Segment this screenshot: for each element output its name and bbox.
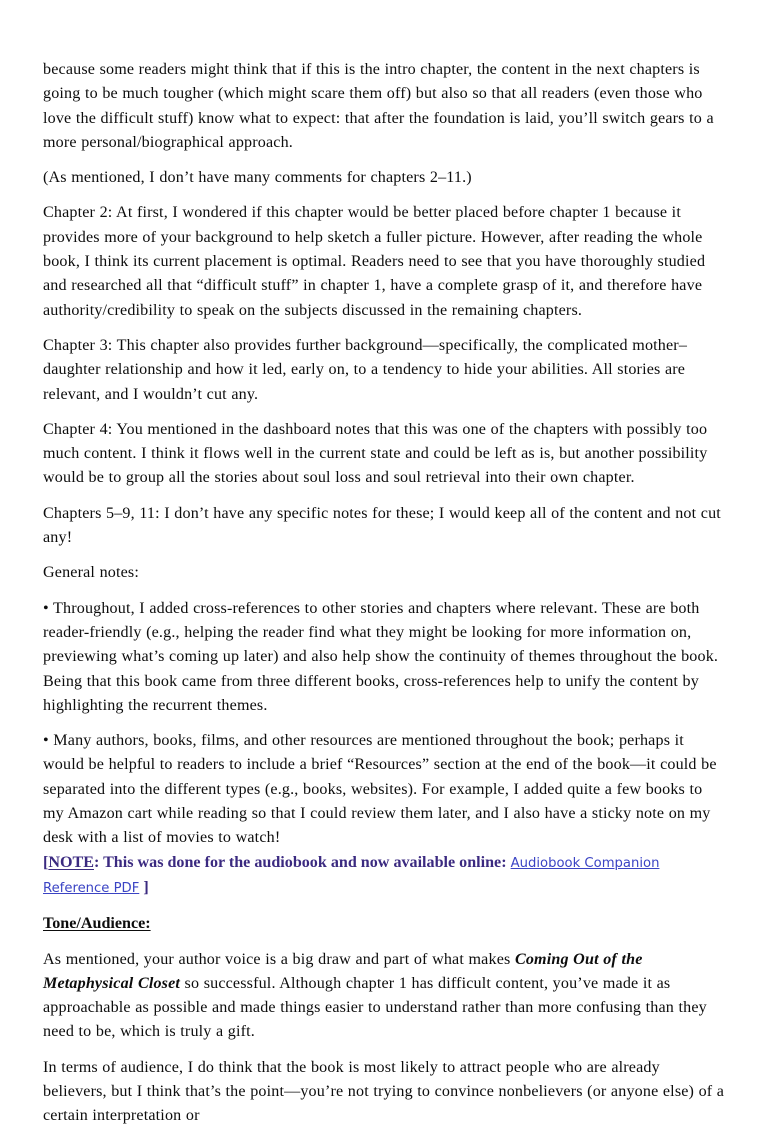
note-keyword: NOTE (48, 853, 94, 871)
paragraph-tone-author-voice (43, 948, 725, 1045)
paragraph-chapter-4: Chapter 4: You mentioned in the dashboard notes that this was one of the chapters with possibly too much content. I think it flows well in the current state and could be left as is, but another possibility would be to group all the stories about soul loss and soul retrieval into their own chapter. (43, 420, 708, 487)
book-title-coming-out-of-the-metaphysical-closet: Coming Out of the Metaphysical Closet (43, 950, 643, 992)
note-callout (43, 851, 725, 902)
tone-paragraph-lead: As mentioned, your author voice is a big draw and part of what makes (43, 950, 515, 968)
paragraph-chapters-5-9-11: Chapters 5–9, 11: I don’t have any specific notes for these; I would keep all of the content and not cut any! (43, 504, 721, 547)
general-notes-label: General notes: (43, 564, 139, 582)
paragraph-aside-chapters-note: (As mentioned, I don’t have many comments for chapters 2–11.) (43, 169, 472, 187)
bullet-resources-section: • Many authors, books, films, and other resources are mentioned throughout the book; perhaps it would be helpful to readers to include a brief “Resources” section at the end of the book—it could be separated into the different types (e.g., books, websites). For example, I added quite a few books to my Amazon cart while reading so that I could review them later, and I also have a sticky note on my desk with a list of movies to watch! (43, 732, 717, 847)
note-open-bracket: [ (43, 853, 49, 871)
paragraph-chapter-2: Chapter 2: At first, I wondered if this chapter would be better placed before chapter 1 because it provides more of your background to help sketch a fuller picture. However, after reading the whole book, I think its current placement is optimal. Readers need to see that you have thoroughly studied and researched all that “difficult stuff” in chapter 1, have a complete grasp of it, and therefore have authority/credibility to speak on the subjects discussed in the remaining chapters. (43, 204, 706, 319)
section-heading-tone-audience-text: Tone/Audience: (43, 915, 151, 933)
bullet-cross-references: • Throughout, I added cross-references to other stories and chapters where relevant. These are both reader-friendly (e.g., helping the reader find what they might be looking for more information on, previewing what’s coming up later) and also help show the continuity of themes throughout the book. Being that this book came from three different books, cross-references help to unify the content by highlighting the recurrent themes. (43, 599, 719, 714)
note-body-text: : This was done for the audiobook and now available online: (93, 853, 511, 871)
paragraph-continued-from-previous-page: because some readers might think that if this is the intro chapter, the content in the next chapters is going to be much tougher (which might scare them off) but also so that all readers (even those who love the difficult stuff) know what to expect: that after the foundation is laid, you’ll switch gears to a more personal/biographical approach. (43, 61, 714, 151)
section-heading-tone-audience (43, 912, 725, 936)
audiobook-companion-reference-pdf-link[interactable]: Audiobook Companion Reference PDF (43, 855, 660, 896)
paragraph-chapter-3: Chapter 3: This chapter also provides further background—specifically, the complicated mother–daughter relationship and how it led, early on, to a tendency to hide your abilities. All stories are relevant, and I wouldn’t cut any. (43, 336, 688, 403)
document-body (43, 58, 725, 1129)
paragraph-audience: In terms of audience, I do think that the book is most likely to attract people who are already believers, but I think that’s the point—you’re not trying to convince nonbelievers (or anyone else) of a certain interpretation or (43, 1058, 725, 1125)
tone-paragraph-tail: so successful. Although chapter 1 has difficult content, you’ve made it as approachable as possible and made things easier to understand rather than more confusing than they need to be, which is truly a gift. (43, 974, 707, 1041)
note-close-bracket: ] (139, 878, 149, 896)
